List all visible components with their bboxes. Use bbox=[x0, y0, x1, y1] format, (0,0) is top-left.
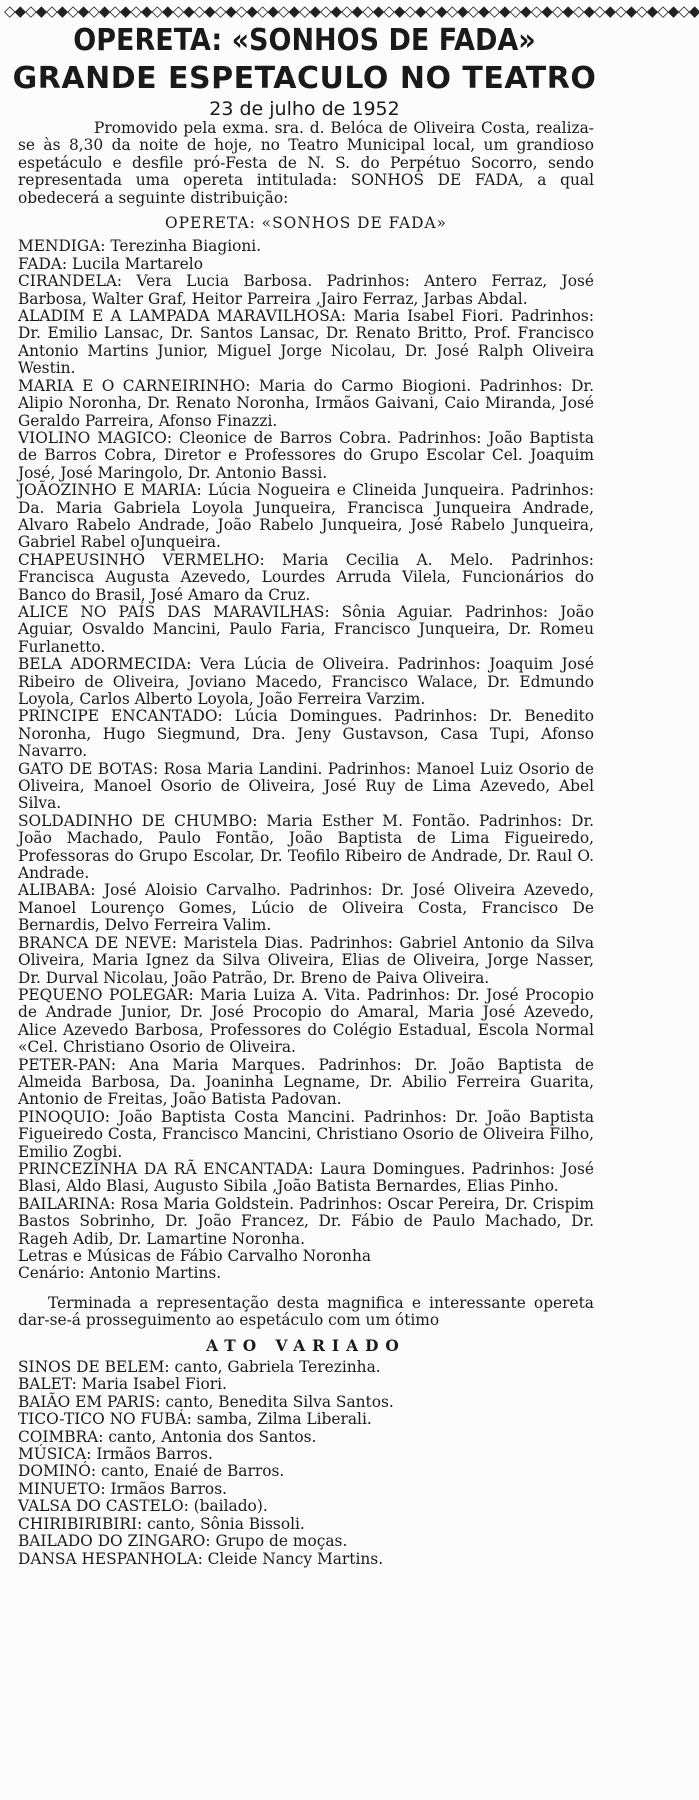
credits-line: Letras e Músicas de Fábio Carvalho Noronha bbox=[18, 1247, 372, 1265]
outro-paragraph: Terminada a representação desta magnifica e interessante opereta dar-se-á prosseguimento ao espetáculo com um ótimo bbox=[18, 1293, 594, 1330]
headline-opereta: OPERETA: «SONHOS DE FADA» bbox=[73, 23, 536, 58]
cast-entry: ALADIM E A LAMPADA MARAVILHOSA: Maria Isabel Fiori. Padrinhos: Dr. Emilio Lansac, Dr. Santos Lansac, Dr. Renato Britto, Prof. Francisco Antonio Martins Junior, Miguel Jorge Nicolau, Dr. José Ralph Oliveira Westin. bbox=[18, 307, 594, 378]
cast-entry: PRINCEZINHA DA RÃ ENCANTADA: Laura Domingues. Padrinhos: José Blasi, Aldo Blasi, Augusto Sibila ,João Batista Bernardes, Elias Pinho. bbox=[18, 1159, 594, 1196]
article-date: 23 de julho de 1952 bbox=[209, 98, 400, 120]
opereta-subtitle: OPERETA: «SONHOS DE FADA» bbox=[165, 214, 447, 233]
ato-variado-title: ATO VARIADO bbox=[206, 1336, 406, 1355]
cast-entry: GATO DE BOTAS: Rosa Maria Landini. Padrinhos: Manoel Luiz Osorio de Oliveira, Manoel Osorio de Oliveira, José Ruy de Lima Azevedo, Abel Silva. bbox=[18, 759, 594, 813]
cast-entry: PETER-PAN: Ana Maria Marques. Padrinhos: Dr. João Baptista de Almeida Barbosa, Da. Joaninha Legname, Dr. Abilio Ferreira Guarita, Antonio de Freitas, João Batista Padovan. bbox=[18, 1055, 594, 1109]
act-entry: BALET: Maria Isabel Fiori. bbox=[18, 1375, 227, 1394]
act-entry: CHIRIBIRIBIRI: canto, Sônia Bissoli. bbox=[18, 1514, 305, 1533]
cast-list bbox=[18, 238, 594, 1282]
act-entry: BAILADO DO ZINGARO: Grupo de moças. bbox=[18, 1532, 348, 1551]
credits-line: Cenário: Antonio Martins. bbox=[18, 1264, 222, 1283]
intro-paragraph: Promovido pela exma. sra. d. Belóca de Oliveira Costa, realiza-se às 8,30 da noite de hoje, no Teatro Municipal local, um grandioso espetáculo e desfile pró-Festa de N. S. do Perpétuo Socorro, sendo representada uma opereta intitulada: SONHOS DE FADA, a qual obedecerá a seguinte distribuição: bbox=[18, 119, 594, 207]
article-body bbox=[18, 120, 594, 1568]
cast-entry: PRINCIPE ENCANTADO: Lúcia Domingues. Padrinhos: Dr. Benedito Noronha, Hugo Siegmund, Dra. Jeny Gustavson, Casa Tupi, Afonso Navarro. bbox=[18, 707, 594, 761]
acts-list bbox=[18, 1359, 594, 1568]
cast-entry: ALIBABA: José Aloisio Carvalho. Padrinhos: Dr. José Oliveira Azevedo, Manoel Lourenço Gomes, Lúcio de Oliveira Costa, Francisco De Bernardis, Delvo Ferreira Valim. bbox=[18, 881, 594, 935]
act-entry: DOMINÓ: canto, Enaié de Barros. bbox=[18, 1462, 285, 1481]
act-entry: COIMBRA: canto, Antonia dos Santos. bbox=[18, 1427, 317, 1446]
cast-entry: PEQUENO POLEGAR: Maria Luiza A. Vita. Padrinhos: Dr. José Procopio de Andrade Junior, Dr. José Procopio do Amaral, Maria José Azevedo, Alice Azevedo Barbosa, Professores do Colégio Estadual, Escola Normal «Cel. Christiano Osorio de Oliveira. bbox=[18, 985, 594, 1057]
act-entry: MÚSICA: Irmãos Barros. bbox=[18, 1445, 213, 1464]
act-entry: SINOS DE BELEM: canto, Gabriela Terezinha. bbox=[18, 1358, 381, 1377]
cast-entry: ALICE NO PAÍS DAS MARAVILHAS: Sônia Aguiar. Padrinhos: João Aguiar, Osvaldo Mancini, Paulo Faria, Francisco Junqueira, Dr. Romeu Furlanetto. bbox=[18, 602, 594, 656]
cast-entry: MARIA E O CARNEIRINHO: Maria do Carmo Biogioni. Padrinhos: Dr. Alipio Noronha, Dr. Renato Noronha, Irmãos Gaivani, Caio Miranda, José Geraldo Parreira, Afonso Finazzi. bbox=[18, 376, 594, 430]
cast-entry: CHAPEUSINHO VERMELHO: Maria Cecilia A. Melo. Padrinhos: Francisca Augusta Azevedo, Lourdes Arruda Vilela, Funcionários do Banco do Brasil, José Amaro da Cruz. bbox=[18, 550, 594, 604]
cast-entry: SOLDADINHO DE CHUMBO: Maria Esther M. Fontão. Padrinhos: Dr. João Machado, Paulo Fontão, João Baptista de Lima Figueiredo, Professoras do Grupo Escolar, Dr. Teofilo Ribeiro de Andrade, Dr. Raul O. Andrade. bbox=[18, 811, 594, 883]
act-entry: VALSA DO CASTELO: (bailado). bbox=[18, 1497, 268, 1516]
cast-entry: CIRANDELA: Vera Lucia Barbosa. Padrinhos: Antero Ferraz, José Barbosa, Walter Graf, Heitor Parreira ,Jairo Ferraz, Jarbas Abdal. bbox=[18, 272, 594, 308]
cast-entry: BELA ADORMECIDA: Vera Lúcia de Oliveira. Padrinhos: Joaquim José Ribeiro de Oliveira, Joviano Macedo, Francisco Walace, Dr. Edmundo Loyola, Carlos Alberto Loyola, João Ferreira Varzim. bbox=[18, 655, 594, 708]
cast-entry: MENDIGA: Terezinha Biagioni. bbox=[18, 237, 262, 256]
act-entry: DANSA HESPANHOLA: Cleide Nancy Martins. bbox=[18, 1549, 384, 1568]
cast-entry: PINOQUIO: João Baptista Costa Mancini. Padrinhos: Dr. João Baptista Figueiredo Costa, Francisco Mancini, Christiano Osorio de Oliveira Filho, Emilio Zogbi. bbox=[18, 1107, 594, 1161]
cast-entry: FADA: Lucila Martarelo bbox=[18, 254, 203, 273]
spacer bbox=[18, 1283, 594, 1295]
headline-grande-espetaculo: GRANDE ESPETACULO NO TEATRO bbox=[12, 61, 597, 96]
cast-entry: BAILARINA: Rosa Maria Goldstein. Padrinhos: Oscar Pereira, Dr. Crispim Bastos Sobrinho, Dr. João Francez, Dr. Fábio de Paulo Machado, Dr. Rageh Adib, Dr. Lamartine Noronha. bbox=[18, 1194, 594, 1248]
cast-entry: BRANCA DE NEVE: Maristela Dias. Padrinhos: Gabriel Antonio da Silva Oliveira, Maria Ignez da Silva Oliveira, Elias de Oliveira, Jorge Nasser, Dr. Durval Nicolau, João Patrão, Dr. Breno de Paiva Oliveira. bbox=[18, 933, 594, 987]
cast-entry: JOÃOZINHO E MARIA: Lúcia Nogueira e Clineida Junqueira. Padrinhos: Da. Maria Gabriela Loyola Junqueira, Francisca Junqueira Andrade, Alvaro Rabelo Andrade, João Rabelo Junqueira, José Rabelo Junqueira, Gabriel Rabel oJunqueira. bbox=[18, 481, 594, 552]
cast-entry: VIOLINO MAGICO: Cleonice de Barros Cobra. Padrinhos: João Baptista de Barros Cobra, Diretor e Professores do Grupo Escolar Cel. Joaquim José, José Maringolo, Dr. Antonio Bassi. bbox=[18, 428, 594, 482]
decorative-border: ◇◆◇◆◇◆◇◆◇◆◇◆◇◆◇◆◇◆◇◆◇◆◇◆◇◆◇◆◇◆◇◆◇◆◇◆◇◆◇◆◇◆◇◆◇◆◇◆◇◆◇◆◇◆◇◆◇◆◇◆◇◆◇◆◇◆ bbox=[4, 2, 699, 20]
act-entry: TICO-TICO NO FUBÁ: samba, Zilma Liberali. bbox=[18, 1410, 372, 1429]
act-entry: BAIÃO EM PARIS: canto, Benedita Silva Santos. bbox=[18, 1392, 394, 1411]
act-entry: MINUETO: Irmãos Barros. bbox=[18, 1479, 227, 1498]
